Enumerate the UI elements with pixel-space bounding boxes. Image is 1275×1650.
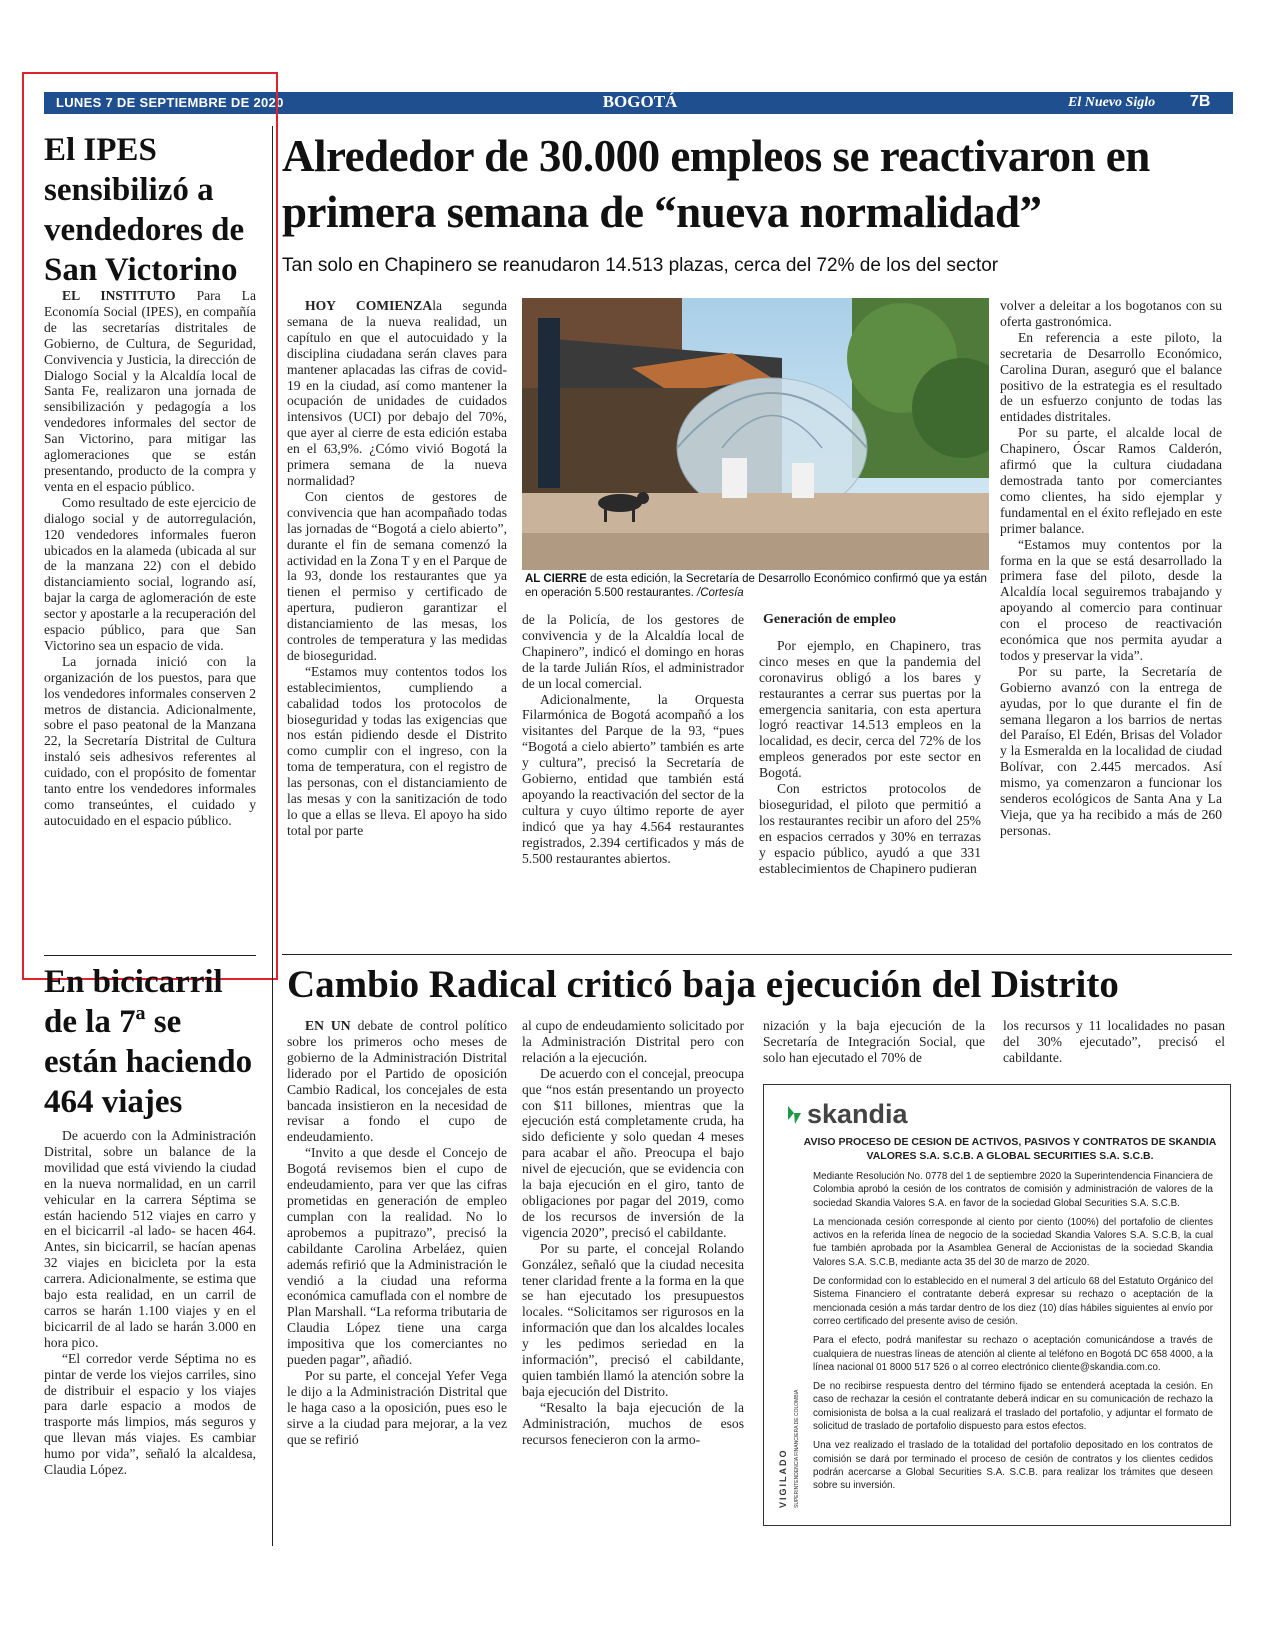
section-name: BOGOTÁ [602, 92, 678, 111]
ad-paragraph: La mencionada cesión corresponde al ciento por ciento (100%) del portafolio de clientes activos en la referida línea de negocio de la sociedad Skandia Valores S.A. S.C.B, la cual fue también aprobada por la Asamblea General de Accionistas de la sociedad Skandia Valores S.A. S.C.B, mediante acta 35 del 30 de marzo de 2020. [813, 1216, 1213, 1268]
main-story-paragraph: la segunda semana de la nueva realidad, un capítulo en que el autocuidado y la disciplina ciudadana serán claves para mantener aplacadas las cifras de covid-19 en la ciudad, así como mantener la ocupación de unidades de cuidados intensivos (UCI) por debajo del 70%, que ayer al cierre de esta edición estaba en el 63,9%. ¿Cómo vivió Bogotá la primera semana de la nueva normalidad? [287, 298, 507, 488]
main-story-paragraph: Con cientos de gestores de convivencia que han acompañado todas las jornadas de “Bogotá a cielo abierto”, durante el fin de semana comenzó la actividad en la Zona T y en el Parque de la 93, donde los restaurantes que ya tienen el permiso y certificado de apertura, pudieron garantizar el distanciamiento de las mesas, los controles de temperatura y las medidas de bioseguridad. [287, 488, 507, 663]
second-story-paragraph: De acuerdo con el concejal, preocupa que “nos están presentando un proyecto con $11 billones, mientras que la ejecución está completamente cruda, ha sido deficiente y solo quedan 4 meses para acabar el año. Preocupa el bajo nivel de ejecución, que se evidencia con la baja ejecución en el giro, tanto de obligaciones por pagar del 2019, como de los recursos de inversión de la vigencia 2020”, precisó el cabildante. [522, 1065, 744, 1240]
main-story-paragraph: Con estrictos protocolos de bioseguridad, el piloto que permitió a los restaurantes recibir un aforo del 25% en espacios cerrados y 30% en terrazas y espacio público, ayudó a que 331 establecimientos de Chapinero pudieran [759, 781, 981, 876]
second-story-paragraph: “Resalto la baja ejecución de la Administración, muchos de esos recursos fenecieron con la armo- [522, 1399, 744, 1447]
second-story-paragraph: los recursos y 11 localidades no pasan del 30% ejecutado”, precisó el cabildante. [1003, 1018, 1225, 1065]
main-story-col-2 [522, 612, 744, 947]
side-story-1-title: El IPES sensibilizó a vendedores de San Victorino [44, 132, 245, 288]
issue-date: LUNES 7 DE SEPTIEMBRE DE 2020 [56, 95, 284, 110]
second-story-paragraph: al cupo de endeudamiento solicitado por la Administración Distrital pero con relación a la ejecución. [522, 1018, 744, 1065]
newspaper-name: El Nuevo Siglo [1068, 95, 1156, 110]
caption-lead: AL CIERRE [525, 573, 587, 585]
ad-paragraph: Para el efecto, podrá manifestar su rechazo o aceptación comunicándose a través de cualquiera de nuestras líneas de atención al cliente al teléfono en Bogotá DC 658 4000, a la línea nacional 01 8000 517 526 o al correo electrónico cliente@skandia.com.co. [813, 1335, 1213, 1373]
second-story-col-4 [1003, 1018, 1225, 1070]
side-story-1-body [44, 288, 256, 946]
second-headline: Cambio Radical criticó baja ejecución del Distrito [287, 963, 1119, 1006]
ad-body [813, 1170, 1213, 1499]
main-story-paragraph: “Estamos muy contentos todos los establecimientos, cumpliendo a cabalidad todos los protocolos de bioseguridad y todas las exigencias que nos están pidiendo desde el Distrito como cumplir con el ingreso, con la toma de temperatura, con el registro de las personas, con el distanciamiento de las mesas y con la sanitización de todo lo que a ellas se lleva. El apoyo ha sido total por parte [287, 663, 507, 838]
main-story-paragraph: “Estamos muy contentos por la forma en la que se está desarrollado la primera fase del piloto, desde la Alcaldía local seguiremos trabajando y apoyando al comercio para continuar con el proceso de reactivación económica que nos permita ayudar a todos y preservar la vida”. [1000, 536, 1222, 663]
side-story-1-paragraph: La jornada inició con la organización de los puestos, para que los vendedores informales conserven 2 metros de distancia. Adicionalmente, sobre el paso peatonal de la Manzana 22, la Secretaría Distrital de Cultura instaló seis adhesivos referentes al cuidado, con el propósito de fomentar tanto entre los vendedores informales como transeúntes, el cuidado y autocuidado en el espacio público. [44, 653, 256, 828]
side-story-2-body [44, 1128, 256, 1543]
photo-caption [525, 572, 988, 600]
main-story-paragraph: Por su parte, la Secretaría de Gobierno avanzó con la entrega de ayudas, por lo que durante el fin de semana llegaron a los barrios de nertas del Paraíso, El Edén, Brisas del Volador y la Esmeralda en la localidad de ciudad Bolívar, con 2.445 mercados. Así mismo, ya comenzaron a funcionar los senderos ecológicos de Santa Ana y La Vieja, que ya ha recibido a más de 260 personas. [1000, 663, 1222, 838]
second-story-paragraph: debate de control político sobre los primeros ocho meses de gobierno de la Administración Distrital liderado por el Partido de oposición Cambio Radical, los concejales de esta bancada insistieron en la necesidad de revisar a fondo el cupo de endeudamiento. [287, 1018, 507, 1145]
side-story-1-paragraph: Para La Economía Social (IPES), en compañía de las secretarías distritales de Gobierno, de Cultura, de Seguridad, Convivencia y Justicia, la dirección de Dialogo Social y la Alcaldía local de Santa Fe, realizaron una jornada de sensibilización y pedagogía a los vendedores informales del sector de San Victorino, para mitigar las aglomeraciones que se están presentando, producto de la compra y venta en el espacio público. [44, 288, 256, 494]
vigilado-seal [776, 1370, 798, 1510]
ad-paragraph: De no recibirse respuesta dentro del término fijado se entenderá aceptada la cesión. En caso de rechazar la cesión el contratante deberá indicar en su comunicación de rechazo la comisionista de bolsa a la cual realizará el traslado del portafolio, y adjuntar el formato de solicitud de traslado de portafolio dispuesto para estos efectos. [813, 1381, 1213, 1433]
section-subhead: Generación de empleo [763, 612, 896, 627]
superintendencia-text: SUPERINTENDENCIA FINANCIERA DE COLOMBIA [794, 1389, 800, 1508]
main-story-col-1 [287, 298, 507, 946]
side-story-2-paragraph: “El corredor verde Séptima no es pintar de verde los viejos carriles, sino de distribuir el espacio y los viajes para darle espacio a modos de trasporte más limpios, más seguros y que llevan más viajes. Es cambiar humo por vida”, señaló la alcaldesa, Claudia López. [44, 1350, 256, 1478]
ad-paragraph: Una vez realizado el traslado de la totalidad del portafolio depositado en los contratos de comisión se dará por terminado el proceso de cesión de contratos y los clientes cedidos podrán acercarse a Global Securities S.A. S.C.B. para realizar los trámites que deseen sobre su inversión. [813, 1440, 1213, 1492]
second-story-col-1 [287, 1018, 507, 1543]
caption-credit: /Cortesía [697, 587, 744, 599]
second-story-paragraph: “Invito a que desde el Concejo de Bogotá revisemos bien el cupo de endeudamiento, para ver que las cifras prometidas en generación de empleo cumplan con la realidad. No lo aprobemos a pupitrazo”, precisó la cabildante Carolina Arbeláez, quien además refirió que la Administración le vendió a la ciudad una reforma económica camuflada con el nombre de Plan Marshall. “La reforma tributaria de Claudia López tiene una carga impositiva que los comerciantes no pueden pagar”, añadió. [287, 1145, 507, 1368]
second-story-lead: EN UN [305, 1018, 351, 1033]
story-divider [282, 954, 1232, 955]
page-number: 7B [1190, 93, 1211, 110]
main-story-paragraph: Adicionalmente, la Orquesta Filarmónica de Bogotá acompañó a los visitantes del Parque de la 93, “pues “Bogotá a cielo abierto” también es arte y cultura”, precisó la Secretaría de Gobierno, entidad que también está apoyando la reactivación del sector de la cultura y cuyo último reporte de ayer indicó que ya hay 4.564 restaurantes registrados, 2.394 certificados y más de 5.500 restaurantes abiertos. [522, 691, 744, 866]
second-story-paragraph: nización y la baja ejecución de la Secretaría de Integración Social, que solo han ejecutado el 70% de [763, 1018, 985, 1065]
main-story-col-3 [759, 612, 981, 947]
side-story-1-lead: EL INSTITUTO [62, 288, 176, 303]
main-story-paragraph: Por su parte, el alcalde local de Chapinero, Óscar Ramos Calderón, afirmó que la cultura ciudadana demostrada tanto por comerciantes como clientes, ha sido ejemplar y fundamental en el éxito reflejado en este primer balance. [1000, 425, 1222, 536]
main-story-paragraph: de la Policía, de los gestores de convivencia y de la Alcaldía local de Chapinero”, indicó el domingo en horas de la tarde Julián Ríos, el administrador de un local comercial. [522, 612, 744, 691]
column-divider [272, 126, 273, 1546]
second-story-col-3 [763, 1018, 985, 1070]
main-subheadline: Tan solo en Chapinero se reanudaron 14.513 plazas, cerca del 72% de los del sector [282, 255, 999, 276]
second-story-paragraph: Por su parte, el concejal Yefer Vega le dijo a la Administración Distrital que le haga caso a la oposición, pues eso le sirve a la ciudad para mejorar, a la vez que se refirió [287, 1367, 507, 1447]
main-story-col-4 [1000, 298, 1222, 946]
main-story-lead: HOY COMIENZA [305, 298, 433, 313]
skandia-mark-icon [785, 1101, 803, 1123]
side-divider [44, 955, 256, 956]
main-story-paragraph: volver a deleitar a los bogotanos con su oferta gastronómica. [1000, 298, 1222, 329]
skandia-logo-text: skandia [807, 1099, 908, 1129]
skandia-logo [785, 1098, 908, 1130]
ad-paragraph: Mediante Resolución No. 0778 del 1 de septiembre 2020 la Superintendencia Financiera de Colombia aprobó la cesión de los contratos de comisión y administración de valores de la sociedad Skandia Valores S.A. en favor de la sociedad Global Securities S.A. S.C.B. [813, 1171, 1213, 1209]
side-story-2-title: En bicicarril de la 7ª se están haciendo 464 viajes [44, 964, 253, 1120]
ad-paragraph: De conformidad con lo establecido en el numeral 3 del artículo 68 del Estatuto Orgánico del Sistema Financiero el contratante deberá expresar su rechazo o aceptación de la mencionada cesión a más tardar dentro de los diez (10) días hábiles siguientes al envío por correo certificado del presente aviso de cesión. [813, 1276, 1213, 1327]
side-story-1-paragraph: Como resultado de este ejercicio de dialogo social y de autorregulación, 120 vendedores informales fueron ubicados en la alameda (ubicada al sur de la manzana 22) con el debido distanciamiento social, logrando así, bajar la carga de aglomeración de este sector y apostarle a la recuperación del espacio público, para que San Victorino sea un espacio de vida. [44, 494, 256, 653]
side-story-2-paragraph: De acuerdo con la Administración Distrital, sobre un balance de la movilidad que está viviendo la ciudad en la nueva normalidad, en un carril vehicular en la carrera Séptima se están haciendo 512 viajes en carro y en el bicicarril -al lado- se hacen 464. Antes, sin bicicarril, se hacían apenas 32 viajes en bicicleta por la esta carrera. Adicionalmente, se estima que bajo esta realidad, en un carril de carros se harán 1.100 viajes y en el bicicarril de al lado se harán 3.000 en hora pico. [44, 1128, 256, 1350]
second-story-paragraph: Por su parte, el concejal Rolando González, señaló que la ciudad necesita tener claridad frente a la forma en la que se han ejecutado los presupuestos locales. “Solicitamos ser rigurosos en la información que dan los alcaldes locales y les pedimos seriedad en la información”, precisó el cabildante, quien también llamó la atención sobre la baja ejecución del Distrito. [522, 1240, 744, 1399]
vigilado-text: VIGILADO [778, 1448, 788, 1508]
second-story-col-2 [522, 1018, 744, 1543]
main-story-paragraph: En referencia a este piloto, la secretaria de Desarrollo Económico, Carolina Duran, aseguró que el balance positivo de la estrategia es el resultado de un esfuerzo conjunto de todas las entidades distritales. [1000, 329, 1222, 425]
restaurant-photo [522, 298, 989, 570]
ad-heading: AVISO PROCESO DE CESION DE ACTIVOS, PASIVOS Y CONTRATOS DE SKANDIA VALORES S.A. S.C.B. A GLOBAL SECURITIES S.A. S.C.B. [803, 1136, 1217, 1162]
caption-text: de esta edición, la Secretaría de Desarrollo Económico confirmó que ya están en operación 5.500 restaurantes. [525, 573, 987, 599]
main-headline: Alrededor de 30.000 empleos se reactivaron en primera semana de “nueva normalidad” [282, 131, 1150, 237]
main-story-paragraph: Por ejemplo, en Chapinero, tras cinco meses en que la pandemia del coronavirus obligó a los bares y restaurantes a cerrar sus puertas por la emergencia sanitaria, con esta apertura logró reactivar 14.513 empleos en la localidad, es decir, cerca del 72% de los empleos generados por este sector en Bogotá. [759, 637, 981, 781]
